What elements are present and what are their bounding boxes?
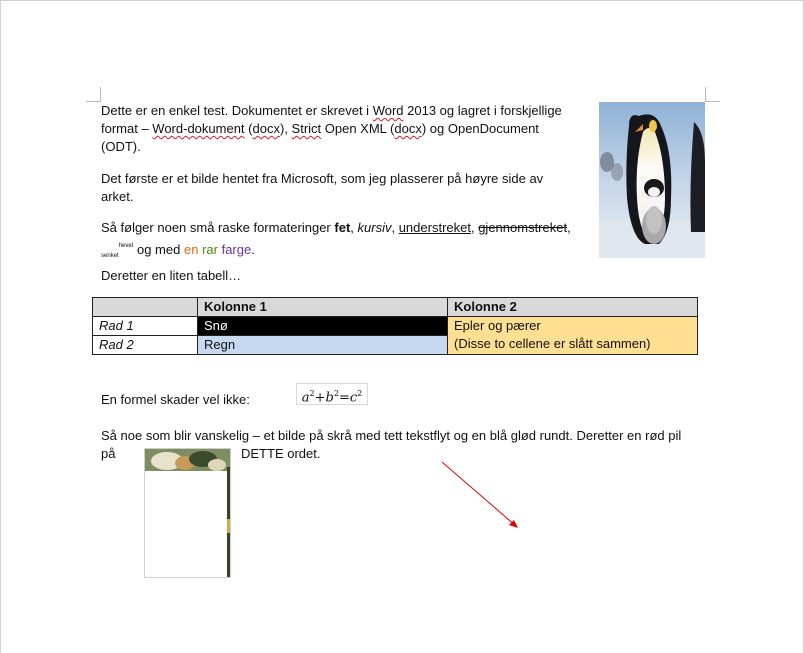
subscript-text: senket bbox=[101, 253, 119, 259]
crop-mark-top-left bbox=[86, 87, 101, 102]
table-header-cell[interactable]: Kolonne 2 bbox=[448, 298, 698, 317]
red-arrow-icon[interactable] bbox=[431, 456, 531, 536]
table-cell[interactable]: Rad 1 bbox=[93, 317, 198, 336]
paragraph-3-formatting[interactable]: Så følger noen små raske formateringer fet, kursiv, understreket, gjennomstreket, $_{senket}^{hevet}$ og med en rar farge. bbox=[101, 220, 571, 259]
superscript-text: hevet bbox=[118, 243, 134, 249]
table-cell[interactable]: Rad 2 bbox=[93, 336, 198, 355]
table-merged-cell[interactable]: Epler og pærer (Disse to cellene er slått sammen) bbox=[448, 317, 698, 355]
paragraph-6-line-2a[interactable]: på bbox=[101, 446, 116, 461]
tilted-image[interactable] bbox=[144, 448, 231, 578]
paragraph-6[interactable]: Så noe som blir vanskelig – et bilde på skrå med tett tekstflyt og en blå glød rundt. Deretter en rød pil bbox=[101, 428, 682, 443]
data-table[interactable] bbox=[92, 297, 698, 355]
penguin-image[interactable] bbox=[599, 102, 705, 258]
equation-object[interactable]: $a^2+b^2=c^2$ bbox=[296, 383, 368, 405]
paragraph-1[interactable]: Dette er en enkel test. Dokumentet er skrevet i Word 2013 og lagret i forskjellige format – Word-dokument (docx), Strict Open XML (docx) og OpenDocument (ODT). bbox=[101, 103, 562, 154]
table-row bbox=[93, 317, 698, 336]
paragraph-2[interactable]: Det første er et bilde hentet fra Microsoft, som jeg plasserer på høyre side av arket. bbox=[101, 171, 544, 204]
table-header-cell[interactable] bbox=[93, 298, 198, 317]
table-cell[interactable]: Regn bbox=[198, 336, 448, 355]
table-header-cell[interactable]: Kolonne 1 bbox=[198, 298, 448, 317]
paragraph-6-line-2b[interactable]: DETTE ordet. bbox=[241, 446, 321, 461]
paragraph-4[interactable]: Deretter en liten tabell… bbox=[101, 268, 242, 283]
formula-label[interactable]: En formel skader vel ikke: bbox=[101, 392, 250, 407]
table-header-row bbox=[93, 298, 698, 317]
crop-mark-top-right bbox=[705, 87, 720, 102]
table-cell[interactable]: Snø bbox=[198, 317, 448, 336]
